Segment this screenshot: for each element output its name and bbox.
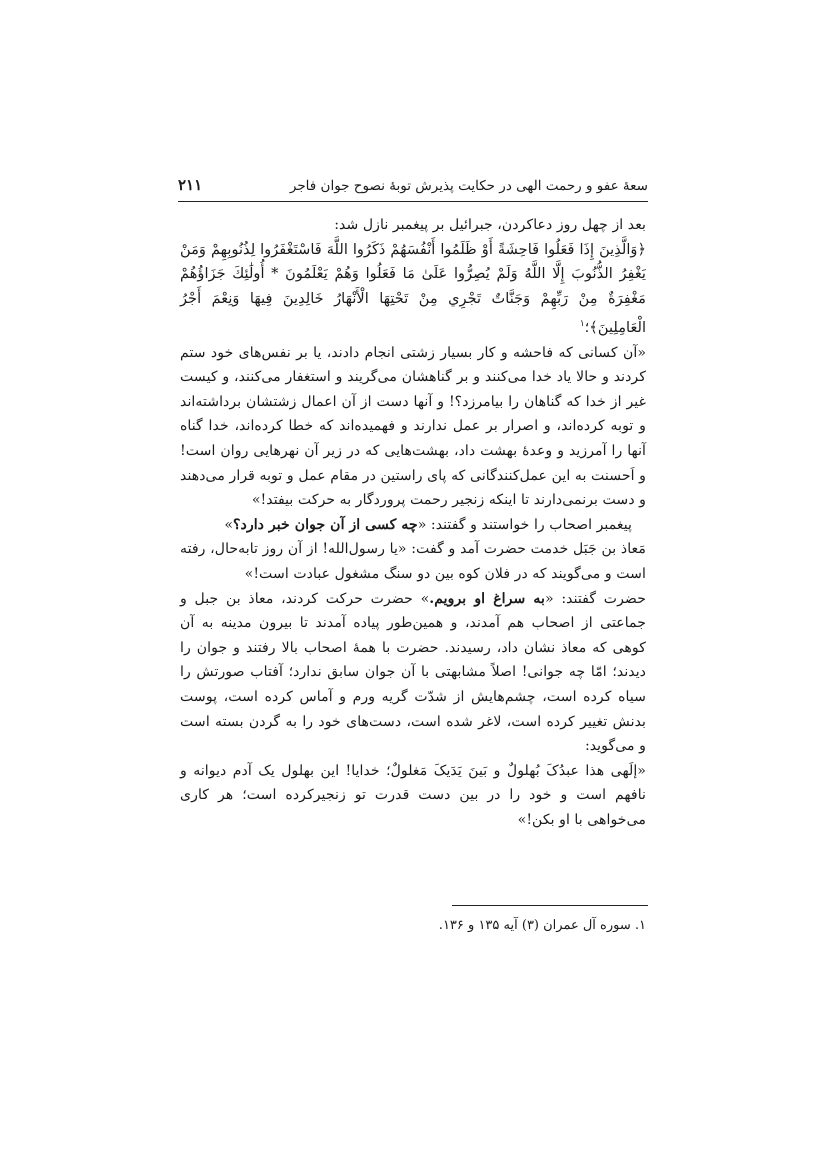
paragraph-muadh: مَعاذ بن جَبَل خدمت حضرت آمد و گفت: «یا رسول‌الله! از آن روز تابه‌حال، رفته است و می‌گویند که در فلان کوه بین دو سنگ مشغول عبادت است!» xyxy=(180,541,646,582)
running-header xyxy=(178,174,648,200)
footnote-marker: ۱ xyxy=(579,318,585,329)
header-divider xyxy=(178,201,648,202)
quran-verse xyxy=(180,238,646,341)
verse-translation: «آن کسانی که فاحشه و کار بسیار زشتی انجام دادند، یا بر نفس‌های خود ستم کردند و حالا یاد خدا می‌کنند و بر گناهشان می‌گریند و استغفار می‌کنند، و کیست غیر از خدا که گناهان را بیامرزد؟! و آنها دست از آن اعمال زشتشان برداشته‌اند و توبه کرده‌اند، و اصرار بر عمل ندارند و فهمیده‌اند که خطا کرده‌اند، خدا گناه آنها را آمرزید و وعدهٔ بهشت داد، بهشت‌هایی که در زیر آن نهرهایی روان است! و اَحسنت به این عمل‌کنندگانی که پای راستین در مقام عمل و توبه قرار می‌دهند و دست برنمی‌دارند تا اینکه زنجیر رحمت پروردگار به حرکت بیفتد!» xyxy=(180,344,646,509)
footnote-divider xyxy=(452,905,648,906)
chapter-title: سعهٔ عفو و رحمت الهی در حکایت پذیرش توبهٔ نصوح جوان فاجر xyxy=(289,178,648,194)
footnote: ۱. سوره آل عمران (۳) آیه ۱۳۵ و ۱۳۶. xyxy=(438,918,646,933)
main-text xyxy=(180,213,646,833)
paragraph-visit: حضرت گفتند: «به سراغ او برویم.» حضرت حرکت کردند، معاذ بن جبل و جماعتی از اصحاب هم آمدند، و همین‌طور پیاده آمدند تا بیرون مدینه به آن کوهی که معاذ نشان داد، رسیدند. حضرت با همهٔ اصحاب بالا رفتند و جوان را دیدند؛ امّا چه جوانی! اصلاً مشابهتی با آن جوان سابق ندارد؛ آفتاب صورتش را سیاه کرده است، چشم‌هایش از شدّت گریه ورم و آماس کرده است، پوست بدنش تغییر کرده است، لاغر شده است، دست‌های خود را به گردن بسته است و می‌گوید: xyxy=(180,590,646,755)
verse-text: ﴿وَالَّذِينَ إِذَا فَعَلُوا فَاحِشَةً أَوْ ظَلَمُوا أَنْفُسَهُمْ ذَكَرُوا اللَّهَ فَاسْتَغْفَرُوا لِذُنُوبِهِمْ وَمَنْ يَغْفِرُ الذُّنُوبَ إِلَّا اللَّهُ وَلَمْ يُصِرُّوا عَلَىٰ مَا فَعَلُوا وَهُمْ يَعْلَمُونَ * أُولَٰئِكَ جَزَاؤُهُمْ مَغْفِرَةٌ مِنْ رَبِّهِمْ وَجَنَّاتٌ تَجْرِي مِنْ تَحْتِهَا الْأَنْهَارُ خَالِدِينَ فِيهَا وَنِعْمَ أَجْرُ الْعَامِلِينَ﴾؛ xyxy=(180,240,646,336)
paragraph-prophet-asks: پیغمبر اصحاب را خواستند و گفتند: «چه کسی از آن جوان خبر دارد؟» xyxy=(224,516,632,533)
bold-question: چه کسی از آن جوان خبر دارد؟ xyxy=(233,516,418,533)
intro-line: بعد از چهل روز دعاکردن، جبرائیل بر پیغمبر نازل شد: xyxy=(334,217,646,233)
paragraph-prayer: «إلَهی هذا عبدُکَ بُهلولٌ و بَینَ یَدَیکَ مَغلولٌ؛ خدایا! این بهلول یک آدم دیوانه و نافهم است و خود را در بین دست قدرت تو زنجیرکرده است؛ هر کاری می‌خواهی با او بکن!» xyxy=(180,762,646,828)
page-number: ۲۱۱ xyxy=(178,176,203,194)
bold-command: به سراغ او برویم. xyxy=(429,590,545,607)
